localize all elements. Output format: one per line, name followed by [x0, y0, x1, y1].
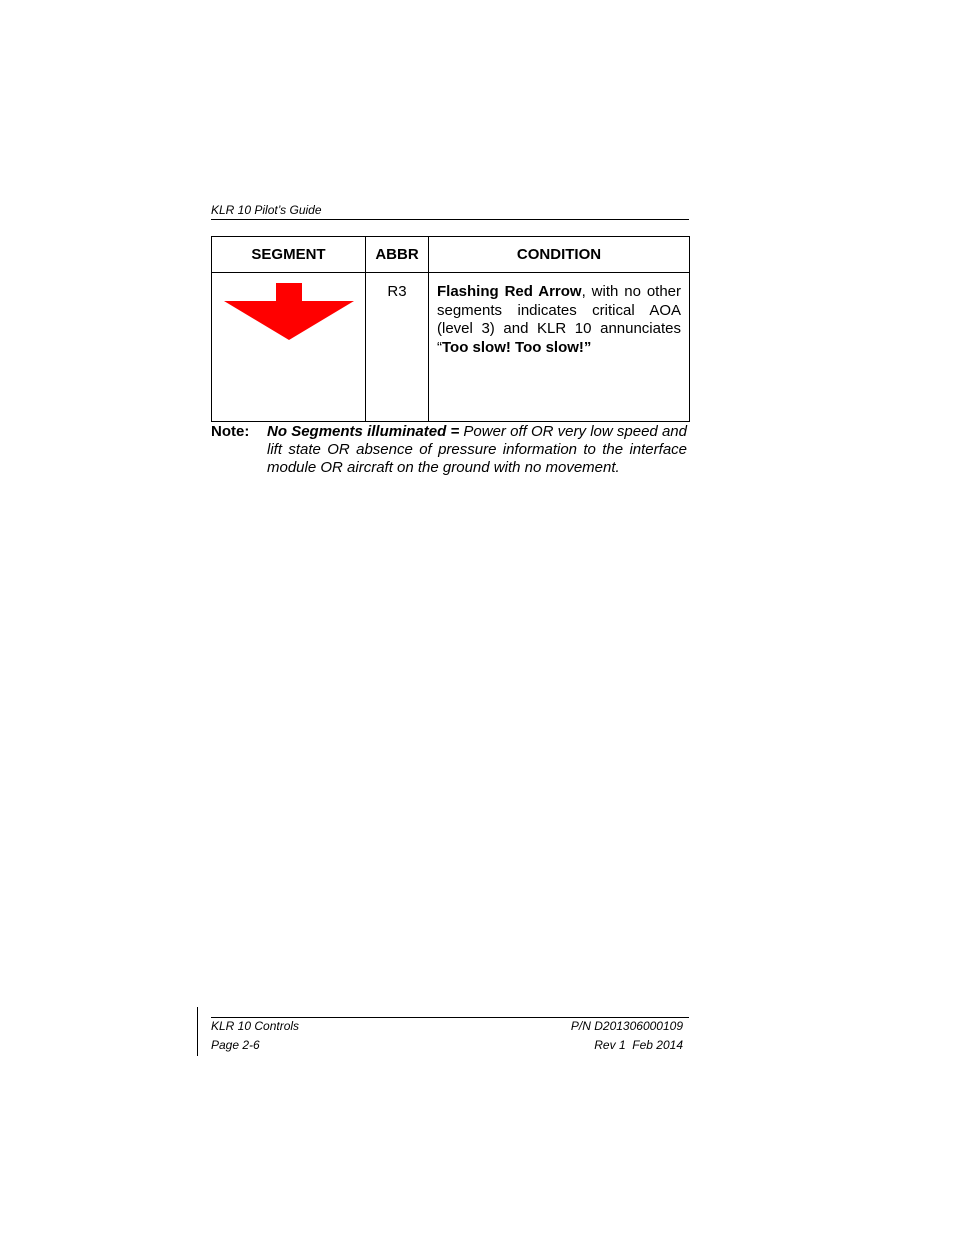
footer-revision: Rev 1 Feb 2014: [594, 1038, 683, 1052]
table-row: [212, 273, 690, 422]
footer-section-name: KLR 10 Controls: [211, 1019, 300, 1033]
condition-bold-lead: Flashing Red Arrow: [437, 283, 582, 300]
footer-part-number: P/N D201306000109: [570, 1019, 683, 1033]
note-label: Note:: [211, 423, 250, 440]
condition-bold-quote: Too slow! Too slow!”: [442, 338, 592, 356]
condition-column-header: CONDITION: [429, 237, 690, 273]
footer-vertical-bar: [197, 1007, 198, 1056]
footer-divider: [211, 1017, 689, 1018]
running-header-title: KLR 10 Pilot’s Guide: [211, 203, 322, 217]
abbr-column-header: ABBR: [366, 237, 429, 273]
header-divider: [211, 219, 689, 220]
condition-text: , with no other segments indicates critical AOA (level 3) and KLR 10 annunciates “: [437, 283, 682, 356]
abbr-cell: R3: [366, 273, 429, 422]
note-text: Power off OR very low speed and lift state OR absence of pressure information to the interface module OR aircraft on the ground with no movement.: [267, 423, 687, 476]
footer-page-number: Page 2-6: [211, 1038, 260, 1052]
red-down-arrow-icon: [224, 283, 354, 343]
table-header-row: [212, 237, 690, 273]
note-body: [267, 423, 687, 477]
condition-cell: [429, 273, 690, 422]
note-bold-lead: No Segments illuminated =: [267, 423, 460, 440]
segment-table: [211, 236, 690, 422]
segment-cell: [212, 273, 366, 422]
segment-column-header: SEGMENT: [212, 237, 366, 273]
